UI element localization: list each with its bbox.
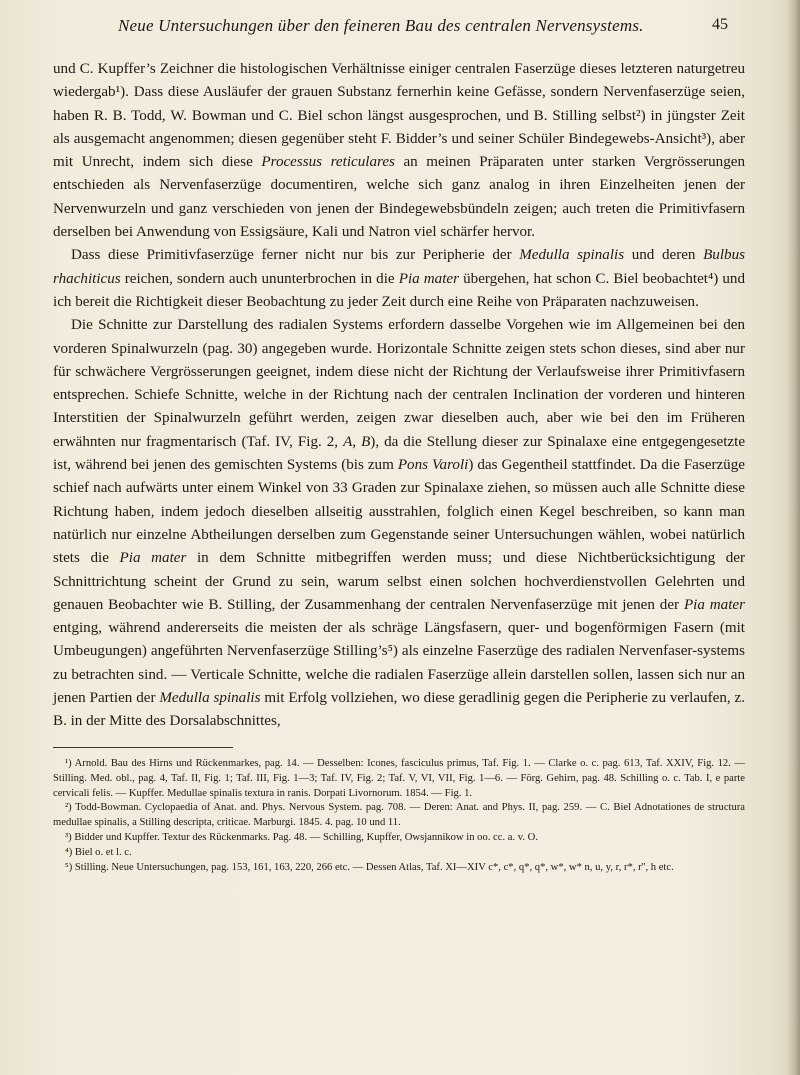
footnote-5: ⁵) Stilling. Neue Untersuchungen, pag. 153, 161, 163, 220, 266 etc. — Dessen Atlas, Taf. XI—XIV c*, c*, q*, q*, w*, w* n, u, y, r, r*, r'', h etc. [65,861,674,873]
footnote-rule [53,747,233,748]
paragraph-1: und C. Kupffer’s Zeichner die histologischen Verhältnisse einiger centralen Faserzüge dieses letzteren naturgetreu wiedergab¹). Dass diese Ausläufer der grauen Substanz fernerhin keine Gefässe, sondern Nervenfaserzüge seien, haben R. B. Todd, W. Bowman und C. Biel schon längst ausgesprochen, und B. Stilling selbst²) in jüngster Zeit als ausgemacht angenommen; diesen gegenüber steht F. Bidder’s und seiner Schüler Bindegewebs-Ansicht³), aber mit Unrecht, indem sich diese Processus reticulares an meinen Präparaten unter starken Vergrösserungen entschieden als Nervenfaserzüge documentiren, welche sich ganz analog in ihren Einzelheiten jenen der Nervenwurzeln und ganz verschieden von jenen der Bindegewebsbündeln zeigen; auch treten die Primitivfasern derselben bei Anwendung von Essigsäure, Kali und Natron viel schärfer hervor. [53,61,745,241]
footnote-4: ⁴) Biel o. et l. c. [65,846,132,858]
page-header [118,16,728,38]
page-number: 45 [712,16,728,33]
footnote-3: ³) Bidder und Kupffer. Textur des Rückenmarks. Pag. 48. — Schilling, Kupffer, Owsjannikow in oo. cc. a. v. O. [65,831,538,843]
running-title: Neue Untersuchungen über den feineren Bau des centralen Nervensystems. [118,16,644,35]
paragraph-3: Die Schnitte zur Darstellung des radialen Systems erfordern dasselbe Vorgehen wie im Allgemeinen bei den vorderen Spinalwurzeln (pag. 30) angegeben wurde. Horizontale Schnitte zeigen stets schon dieses, sind aber nur für schwächere Vergrösserungen geeignet, indem diese nicht der Richtung der Verlaufsweise ihrer Primitivfasern entsprechen. Schiefe Schnitte, welche in der Richtung nach der centralen Inclination der vorderen und hinteren Interstitien der Spinalwurzeln geführt werden, zeigen zwar dieselben auch, aber wie bei den im Früheren erwähnten nur fragmentarisch (Taf. IV, Fig. 2, A, B), da die Stellung dieser zur Spinalaxe eine entgegengesetzte ist, während bei jenen des gemischten Systems (bis zum Pons Varoli) das Gegentheil stattfindet. Da die Faserzüge schief nach aufwärts unter einem Winkel von 33 Graden zur Spinalaxe ziehen, so müssen auch alle Schnitte diese Richtung haben, indem jedoch dieselben allseitig ausstrahlen, folglich einen Kegel beschreiben, so kann man natürlich nur einzelne Abtheilungen derselben zum Gegenstande seiner Untersuchungen wählen, wobei natürlich stets die Pia mater in dem Schnitte mitbegriffen werden muss; und diese Nichtberücksichtigung der Schnittrichtung scheint der Grund zu sein, warum selbst einen solchen hochverdienstvollen Gelehrten und genauen Beobachter wie B. Stilling, der Zusammenhang der centralen Nervenfaserzüge mit jenen der Pia mater entging, während andererseits die meisten der als schräge Längsfasern, quer- und bogenförmigen Fasern (mit Umbeugungen) angeführten Nervenfaserzüge Stilling’s⁵) als einzelne Faserzüge des radialen Nervenfaser-systems zu betrachten sind. — Verticale Schnitte, welche die radialen Faserzüge allein darstellen sollen, lassen sich nur an jenen Partien der Medulla spinalis mit Erfolg vollziehen, wo diese geradlinig gegen die Peripherie zu verlaufen, z. B. in der Mitte des Dorsalabschnittes, [53,317,746,730]
footnotes [53,757,745,875]
book-spine-shadow [786,0,800,1075]
footnote-2: ²) Todd-Bowman. Cyclopaedia of Anat. and. Phys. Nervous System. pag. 708. — Deren: Anat. and Phys. II, pag. 259. — C. Biel Adnotationes de structura medullae spinalis, a Stilling descripta, criticae. Marburgi. 1845. 4. pag. 10 und 11. [53,802,745,829]
footnote-1: ¹) Arnold. Bau des Hirns und Rückenmarkes, pag. 14. — Desselben: Icones, fasciculus primus, Taf. Fig. 1. — Clarke o. c. pag. 613, Taf. XXIV, Fig. 12. — Stilling. Med. obl., pag. 4, Taf. II, Fig. 1; Taf. III, Fig. 1—3; Taf. IV, Fig. 2; Taf. V, VI, VII, Fig. 1—6. — Förg. Gehirn, pag. 48. Schilling o. c. Tab. I, e parte cervicali felis. — Kupffer. Medullae spinalis textura in ranis. Dorpati Livornorum. 1854. — Fig. 1. [53,758,745,799]
body-text [53,58,745,734]
paragraph-2: Dass diese Primitivfaserzüge ferner nicht nur bis zur Peripherie der Medulla spinalis und deren Bulbus rhachiticus reichen, sondern auch ununterbrochen in die Pia mater übergehen, hat schon C. Biel beobachtet⁴) und ich bereit die Richtigkeit dieser Beobachtung zu jeder Zeit durch eine Reihe von Präparaten nachzuweisen. [53,247,746,310]
